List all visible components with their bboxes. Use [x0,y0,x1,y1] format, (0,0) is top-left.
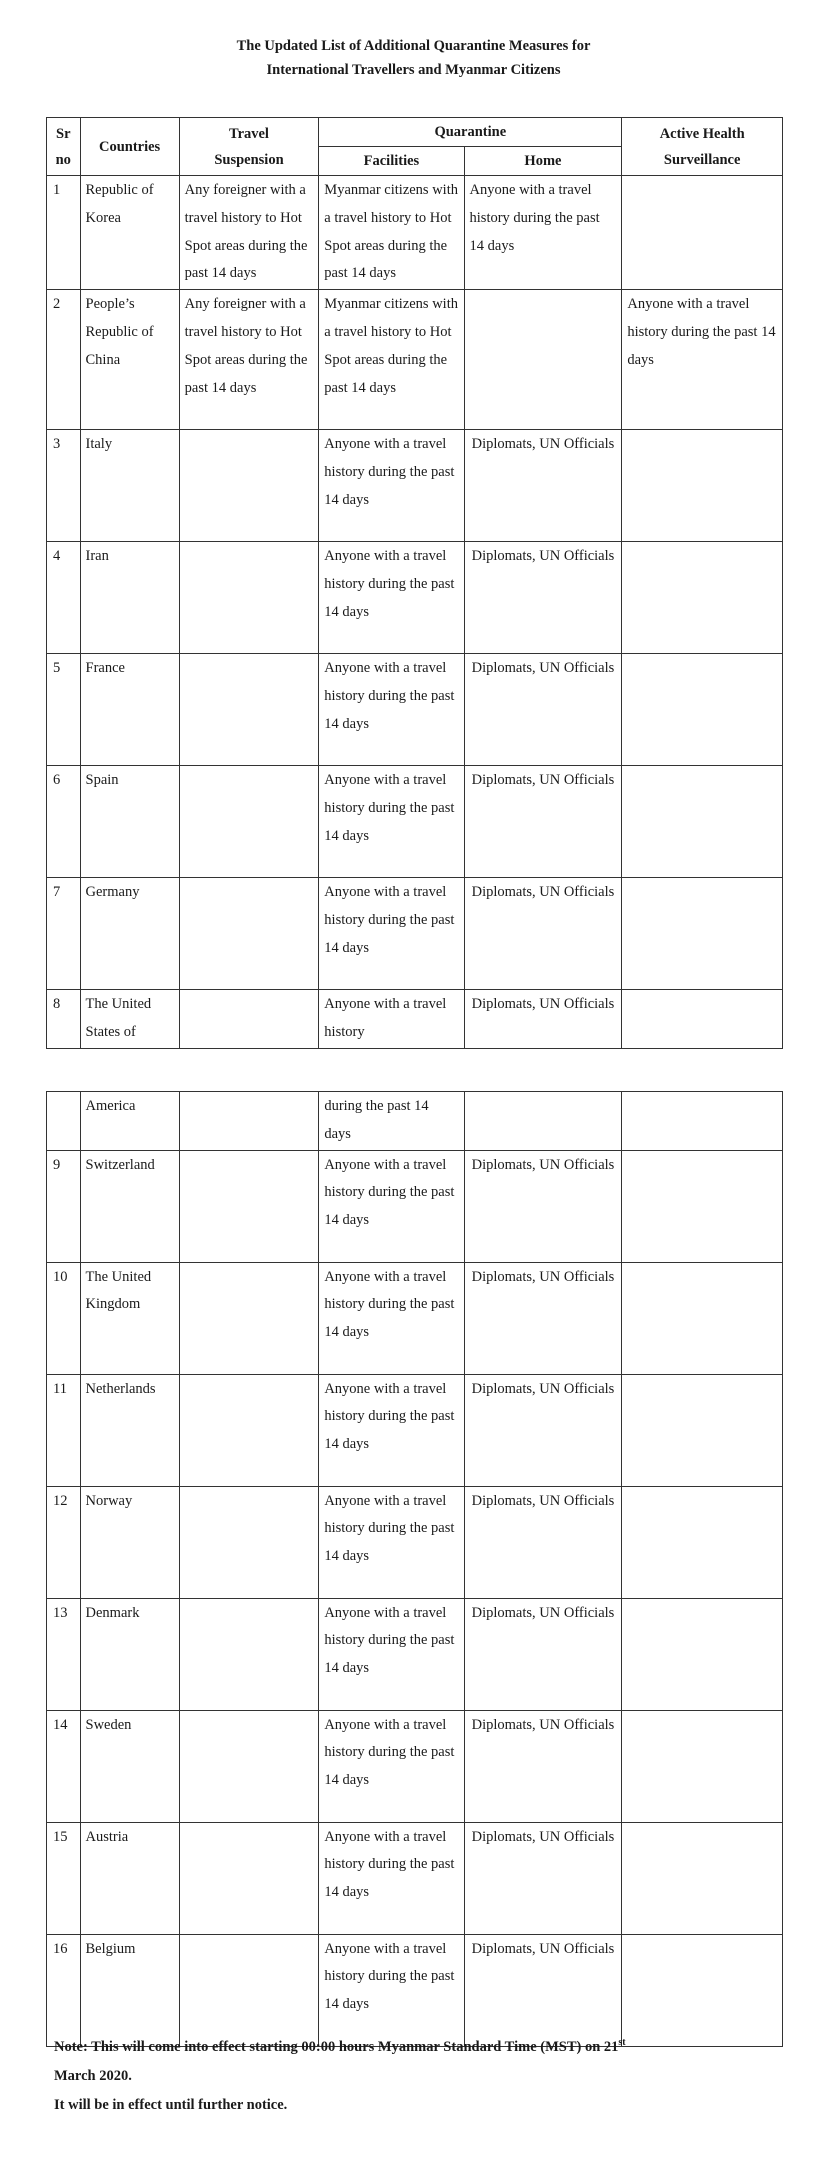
cell-active-surveillance [622,1710,783,1822]
cell-country: Iran [80,542,179,654]
cell-home: Diplomats, UN Officials [464,542,622,654]
table-row [47,1598,783,1710]
cell-facilities: Myanmar citizens with a travel history to Hot Spot areas during the past 14 days [319,176,464,290]
cell-facilities: Anyone with a travel history during the past 14 days [319,1934,464,2046]
cell-home: Diplomats, UN Officials [464,430,622,542]
cell-home: Diplomats, UN Officials [464,766,622,878]
table-row [47,176,783,290]
cell-country: Netherlands [80,1374,179,1486]
header-quarantine: Quarantine [319,118,622,147]
cell-sr: 16 [47,1934,81,2046]
cell-active-surveillance [622,1598,783,1710]
table-row [47,878,783,990]
cell-country: Norway [80,1486,179,1598]
document-title [0,34,827,82]
table-row [47,654,783,766]
table-row [47,1262,783,1374]
cell-travel-suspension [179,1374,319,1486]
cell-home: Diplomats, UN Officials [464,1598,622,1710]
cell-country: Spain [80,766,179,878]
cell-country: Austria [80,1822,179,1934]
cell-sr: 12 [47,1486,81,1598]
cell-travel-suspension [179,430,319,542]
cell-home: Diplomats, UN Officials [464,1374,622,1486]
cell-sr: 14 [47,1710,81,1822]
cell-home [464,1092,622,1151]
cell-sr: 9 [47,1150,81,1262]
cell-sr: 3 [47,430,81,542]
cell-home: Diplomats, UN Officials [464,1934,622,2046]
cell-active-surveillance [622,1150,783,1262]
cell-active-surveillance [622,878,783,990]
cell-home: Diplomats, UN Officials [464,654,622,766]
cell-sr: 1 [47,176,81,290]
cell-travel-suspension [179,878,319,990]
note-line-1 [54,2033,794,2091]
note-line-2: It will be in effect until further notice. [54,2097,288,2113]
table-row [47,1092,783,1151]
table-row [47,542,783,654]
table-row [47,1374,783,1486]
cell-active-surveillance [622,1092,783,1151]
cell-facilities: Anyone with a travel history during the past 14 days [319,1150,464,1262]
cell-facilities: Anyone with a travel history during the past 14 days [319,1374,464,1486]
note-line-1-end: March 2020. [54,2068,132,2084]
cell-travel-suspension [179,1092,319,1151]
cell-home: Diplomats, UN Officials [464,1486,622,1598]
header-active-health-surveillance: Active Health Surveillance [622,118,783,176]
cell-active-surveillance [622,542,783,654]
effective-date-note [54,2033,794,2120]
cell-active-surveillance [622,1486,783,1598]
header-countries: Countries [80,118,179,176]
quarantine-table-part-2 [46,1091,783,2047]
cell-sr: 15 [47,1822,81,1934]
title-line-1: The Updated List of Additional Quarantine Measures for [236,38,591,54]
table-row [47,990,783,1049]
header-sr-no: Sr no [47,118,81,176]
cell-country: The United States of [80,990,179,1049]
cell-travel-suspension [179,1822,319,1934]
cell-home: Diplomats, UN Officials [464,1710,622,1822]
table-row [47,766,783,878]
cell-travel-suspension [179,1150,319,1262]
cell-facilities: during the past 14 days [319,1092,464,1151]
cell-facilities: Anyone with a travel history during the past 14 days [319,430,464,542]
cell-travel-suspension [179,1710,319,1822]
cell-home: Diplomats, UN Officials [464,990,622,1049]
cell-active-surveillance: Anyone with a travel history during the past 14 days [622,290,783,430]
quarantine-table-part-1 [46,117,783,1049]
header-home: Home [464,147,622,176]
cell-country: Belgium [80,1934,179,2046]
cell-sr: 8 [47,990,81,1049]
cell-travel-suspension [179,990,319,1049]
cell-sr [47,1092,81,1151]
cell-travel-suspension: Any foreigner with a travel history to Hot Spot areas during the past 14 days [179,290,319,430]
note-ordinal-suffix: st [618,2037,626,2049]
cell-facilities: Anyone with a travel history during the past 14 days [319,1710,464,1822]
cell-facilities: Anyone with a travel history during the past 14 days [319,1822,464,1934]
cell-active-surveillance [622,430,783,542]
cell-facilities: Anyone with a travel history during the past 14 days [319,878,464,990]
note-line-1-text: Note: This will come into effect starting 00:00 hours Myanmar Standard Time (MST) on 21 [54,2039,619,2055]
cell-sr: 2 [47,290,81,430]
cell-sr: 5 [47,654,81,766]
cell-home: Diplomats, UN Officials [464,1150,622,1262]
cell-country: Republic of Korea [80,176,179,290]
cell-home: Anyone with a travel history during the past 14 days [464,176,622,290]
cell-facilities: Anyone with a travel history during the past 14 days [319,1598,464,1710]
cell-active-surveillance [622,990,783,1049]
cell-country: America [80,1092,179,1151]
cell-country: Switzerland [80,1150,179,1262]
table-row [47,1710,783,1822]
cell-active-surveillance [622,1262,783,1374]
table-row [47,430,783,542]
cell-active-surveillance [622,1374,783,1486]
cell-facilities: Anyone with a travel history during the past 14 days [319,654,464,766]
cell-facilities: Anyone with a travel history during the past 14 days [319,1486,464,1598]
cell-sr: 7 [47,878,81,990]
cell-country: France [80,654,179,766]
cell-home: Diplomats, UN Officials [464,1822,622,1934]
cell-travel-suspension [179,654,319,766]
title-line-2: International Travellers and Myanmar Citizens [266,62,561,78]
cell-country: Sweden [80,1710,179,1822]
cell-facilities: Myanmar citizens with a travel history to Hot Spot areas during the past 14 days [319,290,464,430]
cell-sr: 11 [47,1374,81,1486]
cell-country: The United Kingdom [80,1262,179,1374]
cell-sr: 13 [47,1598,81,1710]
cell-active-surveillance [622,176,783,290]
cell-country: Denmark [80,1598,179,1710]
cell-travel-suspension: Any foreigner with a travel history to Hot Spot areas during the past 14 days [179,176,319,290]
header-facilities: Facilities [319,147,464,176]
cell-travel-suspension [179,1934,319,2046]
cell-active-surveillance [622,1822,783,1934]
header-travel-suspension: Travel Suspension [179,118,319,176]
cell-active-surveillance [622,654,783,766]
cell-country: Germany [80,878,179,990]
cell-sr: 10 [47,1262,81,1374]
table-row [47,1934,783,2046]
cell-sr: 4 [47,542,81,654]
cell-sr: 6 [47,766,81,878]
cell-facilities: Anyone with a travel history [319,990,464,1049]
cell-facilities: Anyone with a travel history during the past 14 days [319,1262,464,1374]
cell-active-surveillance [622,766,783,878]
cell-country: Italy [80,430,179,542]
cell-country: People’s Republic of China [80,290,179,430]
cell-travel-suspension [179,542,319,654]
cell-facilities: Anyone with a travel history during the past 14 days [319,542,464,654]
cell-travel-suspension [179,1598,319,1710]
table-row [47,290,783,430]
table-row [47,1150,783,1262]
cell-travel-suspension [179,1486,319,1598]
cell-active-surveillance [622,1934,783,2046]
cell-home: Diplomats, UN Officials [464,878,622,990]
table-row [47,1822,783,1934]
cell-travel-suspension [179,1262,319,1374]
cell-home: Diplomats, UN Officials [464,1262,622,1374]
table-row [47,1486,783,1598]
cell-facilities: Anyone with a travel history during the past 14 days [319,766,464,878]
cell-home [464,290,622,430]
cell-travel-suspension [179,766,319,878]
